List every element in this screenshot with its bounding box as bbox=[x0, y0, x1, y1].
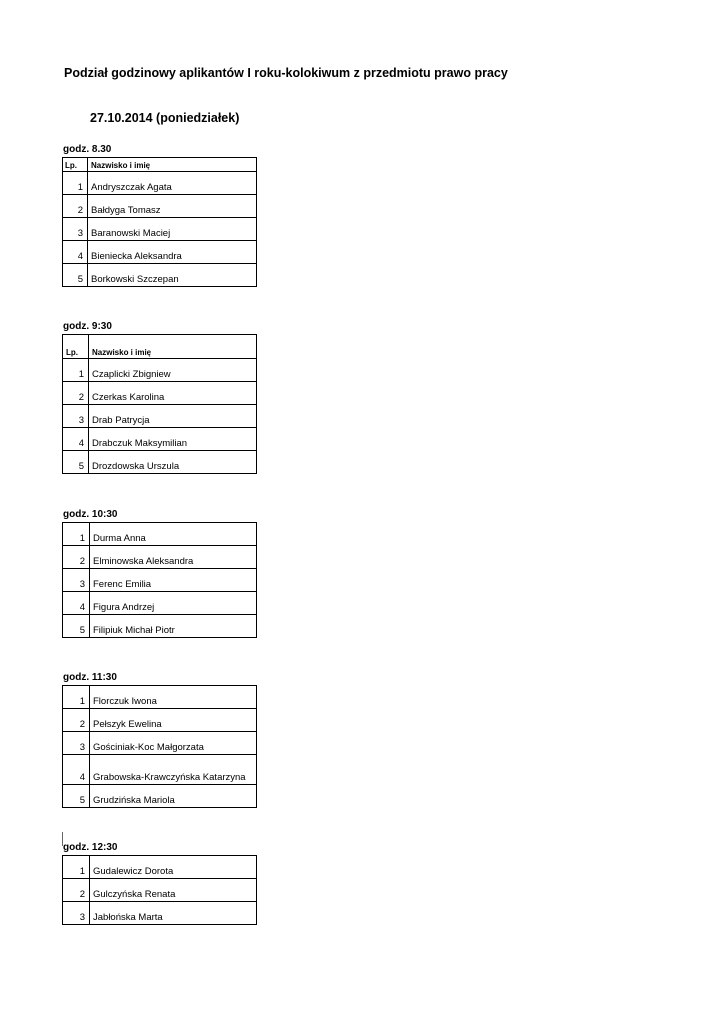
table-row bbox=[63, 856, 257, 879]
table-row bbox=[63, 902, 257, 925]
row-name: Gościniak-Koc Małgorzata bbox=[90, 732, 257, 755]
column-header-lp: Lp. bbox=[63, 158, 88, 172]
table-row bbox=[63, 241, 257, 264]
row-number: 1 bbox=[63, 856, 90, 879]
row-name: Bałdyga Tomasz bbox=[88, 195, 257, 218]
row-name: Florczuk Iwona bbox=[90, 686, 257, 709]
row-name: Drozdowska Urszula bbox=[89, 451, 257, 474]
row-number: 3 bbox=[63, 218, 88, 241]
table-header-row bbox=[63, 335, 257, 359]
schedule-table bbox=[62, 855, 257, 925]
row-name: Baranowski Maciej bbox=[88, 218, 257, 241]
table-row bbox=[63, 732, 257, 755]
row-name: Pełszyk Ewelina bbox=[90, 709, 257, 732]
table-row bbox=[63, 382, 257, 405]
row-number: 5 bbox=[63, 264, 88, 287]
schedule-table bbox=[62, 334, 257, 474]
table-row bbox=[63, 523, 257, 546]
row-number: 3 bbox=[63, 405, 89, 428]
column-header-name: Nazwisko i imię bbox=[88, 158, 257, 172]
table-row bbox=[63, 615, 257, 638]
row-number: 3 bbox=[63, 732, 90, 755]
table-row bbox=[63, 569, 257, 592]
row-name: Grabowska-Krawczyńska Katarzyna bbox=[90, 755, 257, 785]
table-row bbox=[63, 686, 257, 709]
row-number: 1 bbox=[63, 686, 90, 709]
row-name: Czaplicki Zbigniew bbox=[89, 359, 257, 382]
document-title: Podział godzinowy aplikantów I roku-kolokiwum z przedmiotu prawo pracy bbox=[64, 66, 508, 80]
row-number: 1 bbox=[63, 359, 89, 382]
table-row bbox=[63, 218, 257, 241]
table-row bbox=[63, 879, 257, 902]
group-time: godz. 9:30 bbox=[63, 321, 112, 332]
group-time: godz. 11:30 bbox=[63, 672, 117, 683]
row-number: 4 bbox=[63, 428, 89, 451]
row-number: 3 bbox=[63, 902, 90, 925]
row-number: 1 bbox=[63, 523, 90, 546]
row-number: 4 bbox=[63, 592, 90, 615]
row-name: Elminowska Aleksandra bbox=[90, 546, 257, 569]
schedule-table bbox=[62, 522, 257, 638]
row-name: Durma Anna bbox=[90, 523, 257, 546]
row-number: 2 bbox=[63, 195, 88, 218]
table-row bbox=[63, 195, 257, 218]
row-number: 2 bbox=[63, 382, 89, 405]
table-row bbox=[63, 546, 257, 569]
row-name: Bieniecka Aleksandra bbox=[88, 241, 257, 264]
row-name: Borkowski Szczepan bbox=[88, 264, 257, 287]
schedule-group-1130 bbox=[62, 671, 257, 808]
row-number: 5 bbox=[63, 615, 90, 638]
row-name: Gulczyńska Renata bbox=[90, 879, 257, 902]
column-header-lp: Lp. bbox=[63, 335, 89, 359]
group-time: godz. 8.30 bbox=[63, 144, 112, 155]
row-name: Drabczuk Maksymilian bbox=[89, 428, 257, 451]
table-row bbox=[63, 709, 257, 732]
schedule-table bbox=[62, 685, 257, 808]
row-number: 5 bbox=[63, 785, 90, 808]
row-number: 3 bbox=[63, 569, 90, 592]
row-number: 4 bbox=[63, 241, 88, 264]
row-number: 1 bbox=[63, 172, 88, 195]
group-time: godz. 10:30 bbox=[63, 509, 118, 520]
row-name: Grudzińska Mariola bbox=[90, 785, 257, 808]
row-name: Jabłońska Marta bbox=[90, 902, 257, 925]
row-name: Filipiuk Michał Piotr bbox=[90, 615, 257, 638]
table-row bbox=[63, 755, 257, 785]
row-name: Andryszczak Agata bbox=[88, 172, 257, 195]
row-number: 2 bbox=[63, 709, 90, 732]
row-name: Gudalewicz Dorota bbox=[90, 856, 257, 879]
table-row bbox=[63, 428, 257, 451]
schedule-table bbox=[62, 157, 257, 287]
row-name: Ferenc Emilia bbox=[90, 569, 257, 592]
schedule-group-1030 bbox=[62, 508, 257, 638]
schedule-group-0830 bbox=[62, 143, 257, 287]
row-number: 4 bbox=[63, 755, 90, 785]
schedule-group-0930 bbox=[62, 320, 257, 474]
row-number: 2 bbox=[63, 546, 90, 569]
schedule-group-1230 bbox=[62, 841, 257, 925]
row-number: 5 bbox=[63, 451, 89, 474]
table-row bbox=[63, 451, 257, 474]
document-date: 27.10.2014 (poniedziałek) bbox=[90, 111, 240, 125]
table-row bbox=[63, 592, 257, 615]
group-time: godz. 12:30 bbox=[63, 842, 118, 853]
row-number: 2 bbox=[63, 879, 90, 902]
table-row bbox=[63, 785, 257, 808]
table-row bbox=[63, 405, 257, 428]
column-header-name: Nazwisko i imię bbox=[89, 335, 257, 359]
table-header-row bbox=[63, 158, 257, 172]
row-name: Drab Patrycja bbox=[89, 405, 257, 428]
row-name: Figura Andrzej bbox=[90, 592, 257, 615]
table-row bbox=[63, 264, 257, 287]
table-row bbox=[63, 172, 257, 195]
table-row bbox=[63, 359, 257, 382]
row-name: Czerkas Karolina bbox=[89, 382, 257, 405]
